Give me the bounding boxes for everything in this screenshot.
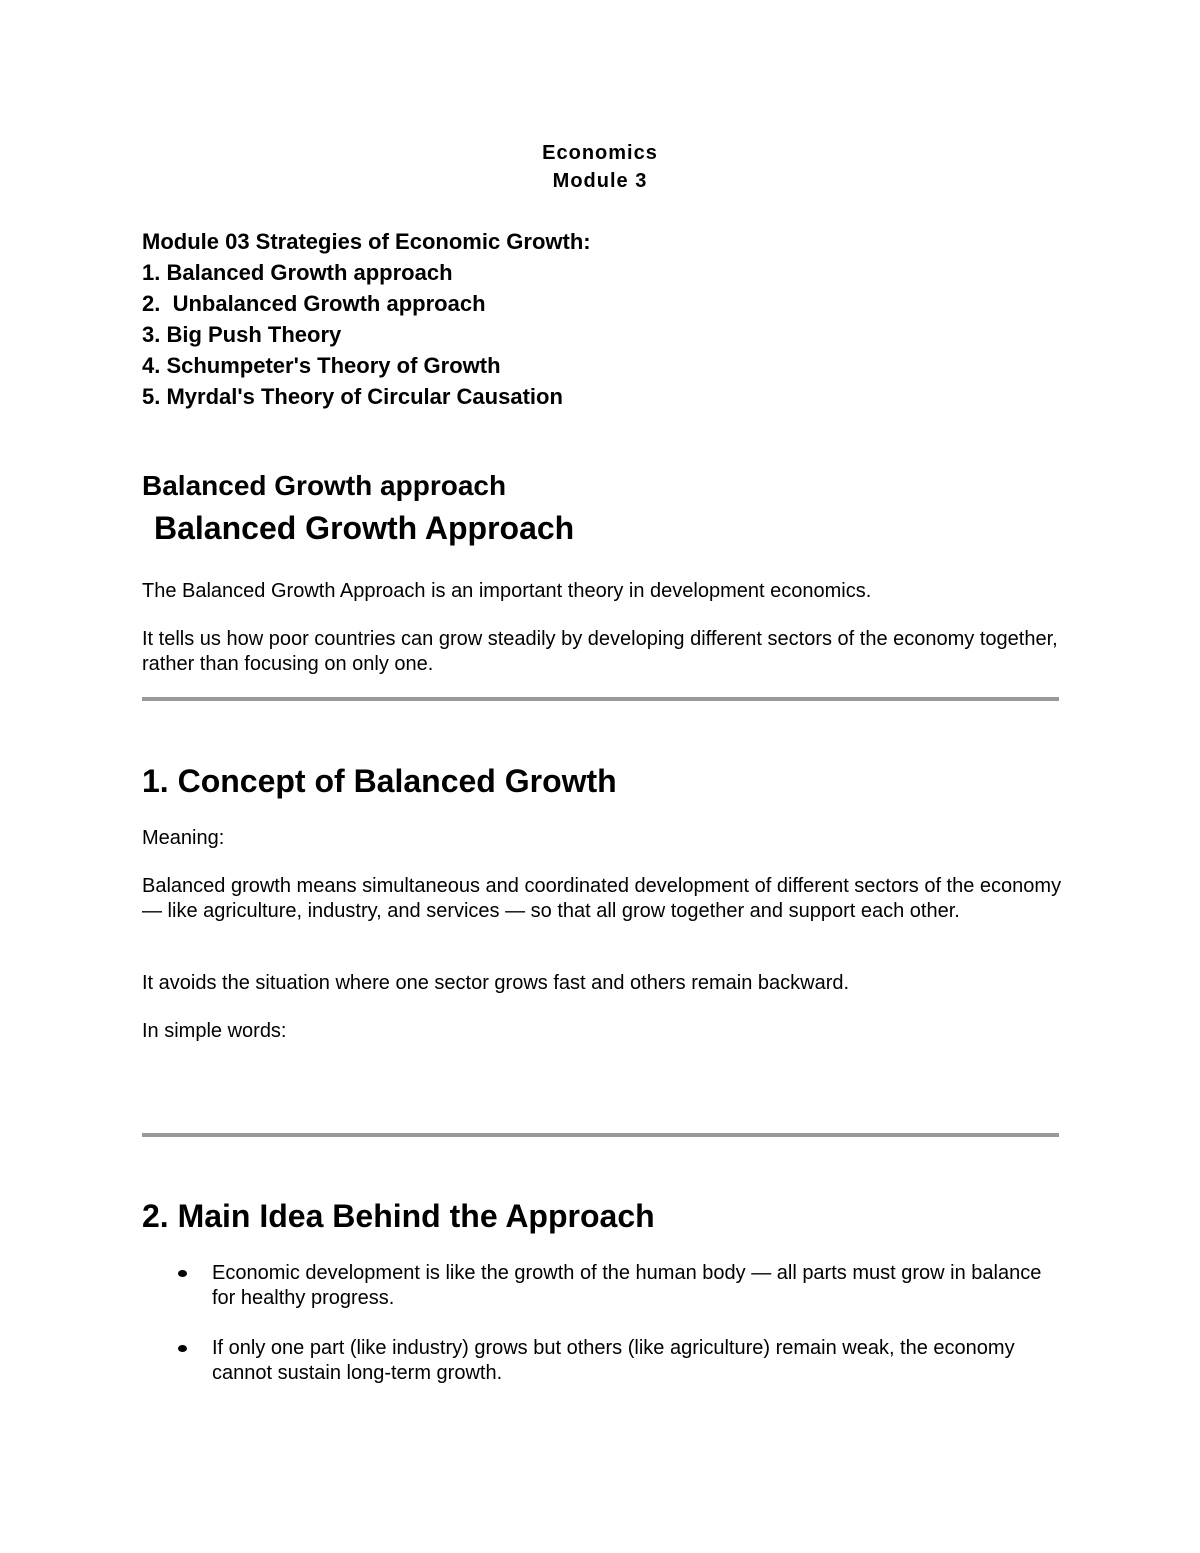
meaning-label: Meaning: — [142, 827, 225, 849]
horizontal-divider — [142, 697, 1059, 701]
section-title: Balanced Growth Approach — [154, 510, 575, 546]
bullet-icon — [178, 1270, 187, 1277]
document-title: Economics — [542, 142, 658, 164]
document-subtitle: Module 3 — [552, 170, 648, 192]
concept-paragraph: In simple words: — [142, 1020, 287, 1042]
section-heading: Balanced Growth approach — [142, 470, 507, 501]
outline-title: Module 03 Strategies of Economic Growth: — [142, 229, 591, 254]
outline-item: 1. Balanced Growth approach — [142, 260, 453, 285]
intro-paragraph: It tells us how poor countries can grow steadily by developing different sectors of the economy together, rather than focusing on only one. — [142, 628, 1058, 675]
outline-item: 3. Big Push Theory — [142, 322, 342, 347]
horizontal-divider — [142, 1133, 1059, 1137]
concept-heading: 1. Concept of Balanced Growth — [142, 763, 617, 799]
outline-item: 4. Schumpeter's Theory of Growth — [142, 353, 501, 378]
intro-paragraph: The Balanced Growth Approach is an important theory in development economics. — [142, 580, 872, 602]
concept-paragraph: Balanced growth means simultaneous and coordinated development of different sectors of the economy — like agriculture, industry, and services — so that all grow together and support each other. — [142, 875, 1062, 922]
concept-paragraph: It avoids the situation where one sector grows fast and others remain backward. — [142, 972, 850, 994]
bullet-text: Economic development is like the growth of the human body — all parts must grow in balance for healthy progress. — [212, 1262, 1042, 1309]
main-idea-heading: 2. Main Idea Behind the Approach — [142, 1198, 655, 1234]
outline-item: 5. Myrdal's Theory of Circular Causation — [142, 384, 563, 409]
bullet-text: If only one part (like industry) grows but others (like agriculture) remain weak, the economy cannot sustain long-term growth. — [212, 1337, 1015, 1384]
bullet-icon — [178, 1345, 187, 1352]
outline-item: 2. Unbalanced Growth approach — [142, 291, 486, 316]
